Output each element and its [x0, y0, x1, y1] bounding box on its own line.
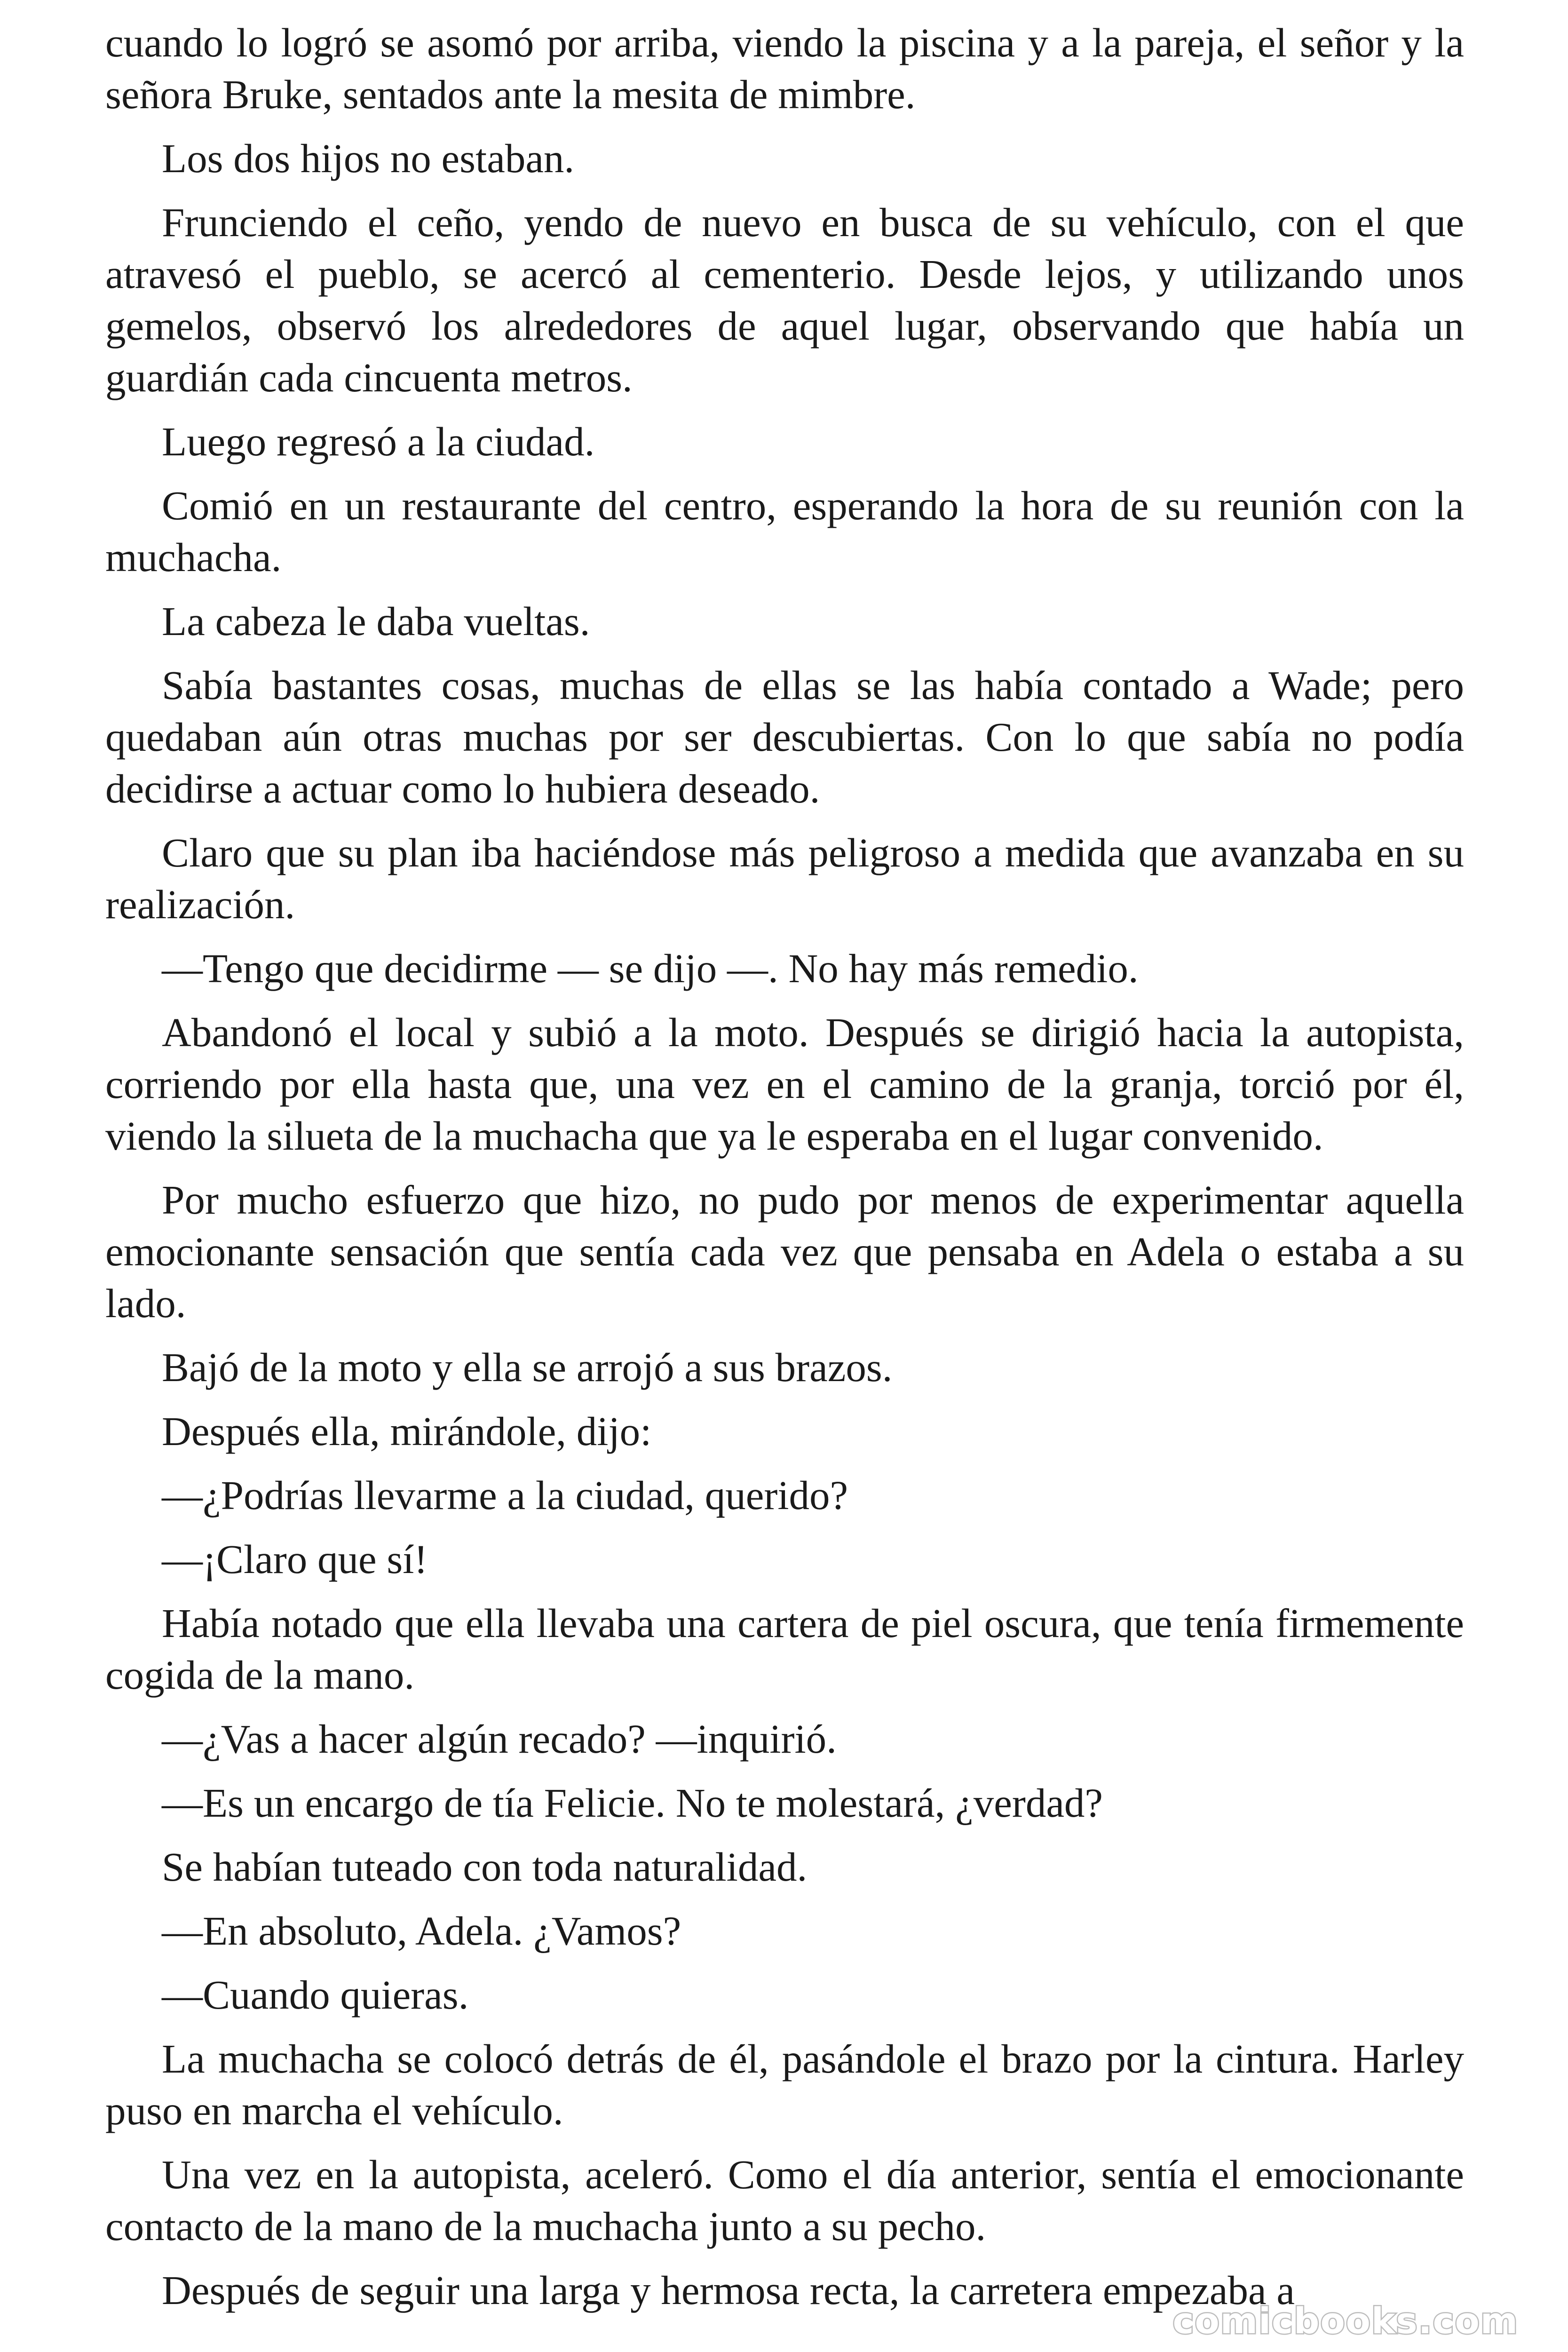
dialogue-paragraph: —Es un encargo de tía Felicie. No te molestará, ¿verdad?: [162, 1780, 1103, 1826]
paragraph: Comió en un restaurante del centro, esperando la hora de su reunión con la muchacha.: [105, 483, 1464, 580]
paragraph: Después ella, mirándole, dijo:: [162, 1408, 652, 1454]
dialogue-paragraph: —¿Podrías llevarme a la ciudad, querido?: [162, 1472, 848, 1518]
paragraph: Había notado que ella llevaba una cartera de piel oscura, que tenía firmemente cogida de la mano.: [105, 1600, 1464, 1698]
dialogue-paragraph: —En absoluto, Adela. ¿Vamos?: [162, 1908, 681, 1954]
paragraph: Una vez en la autopista, aceleró. Como el día anterior, sentía el emocionante contacto de la mano de la muchacha junto a su pecho.: [105, 2152, 1464, 2249]
paragraph: Sabía bastantes cosas, muchas de ellas se las había contado a Wade; pero quedaban aún otras muchas por ser descubiertas. Con lo que sabía no podía decidirse a actuar como lo hubiera deseado.: [105, 662, 1464, 811]
paragraph: Después de seguir una larga y hermosa recta, la carretera empezaba a: [162, 2267, 1295, 2313]
paragraph: Abandonó el local y subió a la moto. Después se dirigió hacia la autopista, corriendo por ella hasta que, una vez en el camino de la granja, torció por él, viendo la silueta de la muchacha que ya le esperaba en el lugar convenido.: [105, 1009, 1464, 1159]
paragraph: Claro que su plan iba haciéndose más peligroso a medida que avanzaba en su realización.: [105, 830, 1464, 927]
dialogue-paragraph: —Cuando quieras.: [162, 1972, 469, 2018]
paragraph: La muchacha se colocó detrás de él, pasándole el brazo por la cintura. Harley puso en marcha el vehículo.: [105, 2036, 1464, 2133]
watermark-logo: comicbooks.com: [1172, 2300, 1519, 2342]
paragraph: Luego regresó a la ciudad.: [162, 419, 595, 464]
paragraph: La cabeza le daba vueltas.: [162, 598, 590, 644]
paragraph: Los dos hijos no estaban.: [162, 135, 575, 181]
paragraph: Frunciendo el ceño, yendo de nuevo en busca de su vehículo, con el que atravesó el pueblo, se acercó al cementerio. Desde lejos, y utilizando unos gemelos, observó los alrededores de aquel lugar, observando que había un guardián cada cincuenta metros.: [105, 199, 1464, 400]
dialogue-paragraph: —¿Vas a hacer algún recado? —inquirió.: [162, 1716, 837, 1762]
paragraph: cuando lo logró se asomó por arriba, viendo la piscina y a la pareja, el señor y la señora Bruke, sentados ante la mesita de mimbre.: [105, 20, 1464, 117]
dialogue-paragraph: —Tengo que decidirme — se dijo —. No hay más remedio.: [162, 946, 1139, 991]
book-page-text: [105, 17, 1464, 2328]
dialogue-paragraph: —¡Claro que sí!: [162, 1536, 428, 1582]
paragraph: Por mucho esfuerzo que hizo, no pudo por menos de experimentar aquella emocionante sensación que sentía cada vez que pensaba en Adela o estaba a su lado.: [105, 1177, 1464, 1326]
paragraph: Bajó de la moto y ella se arrojó a sus brazos.: [162, 1344, 893, 1390]
paragraph: Se habían tuteado con toda naturalidad.: [162, 1844, 808, 1890]
